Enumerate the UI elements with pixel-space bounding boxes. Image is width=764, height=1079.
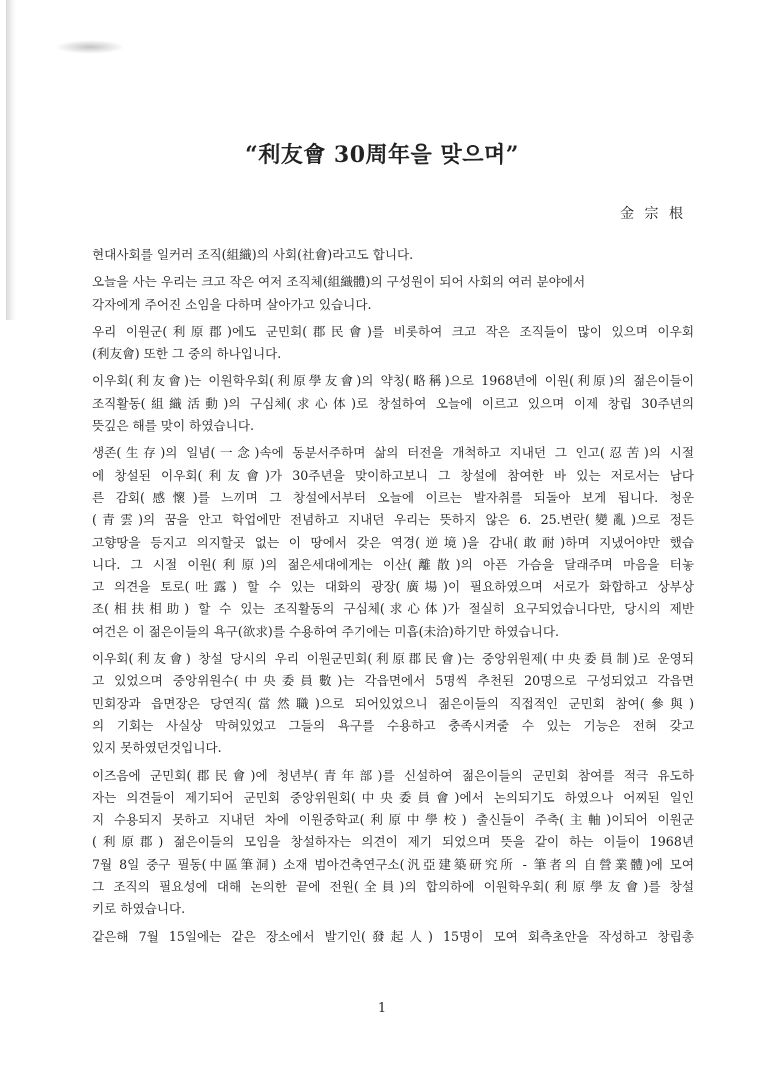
body-line: 있지 못하였던것입니다.: [92, 740, 222, 756]
body-line: 이즈음에 군민회(郡民會)에 청년부(青年部)를 신설하여 젊은이들의 군민회 참여를 적극 유도하: [92, 767, 694, 783]
body-line: 각자에게 주어진 소임을 다하며 살아가고 있습니다.: [92, 296, 372, 312]
body-line: (利友會) 또한 그 중의 하나입니다.: [92, 346, 282, 362]
body-line: 그 조직의 필요성에 대해 논의한 끝에 전원(全員)의 합의하에 이원학우회(利原學友會)를 창설: [92, 879, 694, 895]
body-line: 의 기회는 사실상 막혀있었고 그들의 욕구를 수용하고 충족시켜줄 수 있는 기능은 전혀 갖고: [92, 717, 694, 733]
body-line: 우리 이원군(利原郡)에도 군민회(郡民會)를 비롯하여 크고 작은 조직들이 많이 있으며 이우회: [92, 323, 694, 339]
body-line: 지 수용되지 못하고 지내던 차에 이원중학교(利原中學校) 출신들이 주축(主軸)이되어 이원군: [92, 812, 694, 828]
body-line: 여건은 이 젊은이들의 욕구(欲求)를 수용하여 주기에는 미흡(未洽)하기만 하였습니다.: [92, 623, 560, 639]
page-number: 1: [377, 1001, 387, 1016]
body-line: 조(相扶相助) 할 수 있는 조직활동의 구심체(求心体)가 절실히 요구되었습니다만, 당시의 제반: [92, 601, 694, 617]
body-line: (青雲)의 꿈을 안고 학업에만 전념하고 지내던 우리는 뜻하지 않은 6. 25.변란(變亂)으로 정든: [92, 512, 694, 528]
body-line: 고 의견을 토로(吐露) 할 수 있는 대화의 광장(廣場)이 필요하였으며 서로가 화합하고 상부상: [92, 579, 694, 595]
body-line: 현대사회를 일커러 조직(組織)의 사회(社會)라고도 합니다.: [92, 247, 414, 262]
body-line: 이우회(利友會)는 이원학우회(利原學友會)의 약칭(略稱)으로 1968년에 이원(利原)의 젊은이들이: [92, 373, 694, 389]
body-line: 생존(生存)의 일념(一念)속에 동분서주하며 삶의 터전을 개척하고 지내던 그 인고(忍苦)의 시절: [92, 445, 694, 461]
body-line: 고 있었으며 중앙위원수(中央委員數)는 각읍면에서 5명씩 추천된 20명으로 구성되었고 각읍면: [92, 673, 694, 689]
body-line: 같은해 7월 15일에는 같은 장소에서 발기인(發起人) 15명이 모여 회측초안을 작성하고 창립총: [92, 928, 694, 944]
document-title: “利友會 30周年을 맞으며”: [245, 142, 519, 168]
body-line: 에 창설된 이우회(利友會)가 30주년을 맞이하고보니 그 창설에 참여한 바 있는 저로서는 남다: [92, 467, 694, 483]
body-line: 7월 8일 중구 필동(中區筆洞) 소재 범아건축연구소(汎亞建築研究所 - 筆者의 自營業體)에 모여: [92, 856, 694, 872]
body-line: 민회장과 읍면장은 당연직(當然職)으로 되어있었으니 젊은이들의 직접적인 군민회 참여(參與): [92, 695, 694, 711]
scan-smudge: [55, 40, 125, 54]
document-body: [92, 244, 694, 948]
body-line: 자는 의견들이 제기되어 군민회 중앙위원회(中央委員會)에서 논의되기도 하였으나 어찌된 일인: [92, 789, 694, 805]
body-line: (利原郡) 젊은이들의 모임을 창설하자는 의견이 제기 되었으며 뜻을 같이 하는 이들이 1968년: [92, 834, 694, 850]
body-line: 른 감회(感懷)를 느끼며 그 창설에서부터 오늘에 이르는 발자취를 되돌아 보게 됩니다. 청운: [92, 489, 694, 505]
body-line: 고향땅을 등지고 의지할곳 없는 이 땅에서 갖은 역경(逆境)을 감내(敢耐)하며 지냈어야만 했습: [92, 534, 694, 550]
body-line: 뜻깊은 해를 맞이 하였습니다.: [92, 418, 254, 434]
body-line: 조직활동(組織活動)의 구심체(求心体)로 창설하여 오늘에 이르고 있으며 이제 창립 30주년의: [92, 395, 694, 411]
body-line: 오늘을 사는 우리는 크고 작은 여저 조직체(組織體)의 구성원이 되어 사회의 여러 분야에서: [92, 274, 586, 290]
body-line: 키로 하였습니다.: [92, 901, 186, 917]
document-author: 金 宗 根: [620, 206, 686, 222]
body-line: 니다. 그 시절 이원(利原)의 젊은세대에게는 이산(離散)의 아픈 가슴을 달래주며 마음을 터놓: [92, 556, 694, 572]
body-line: 이우회(利友會) 창설 당시의 우리 이원군민회(利原郡民會)는 중앙위원제(中央委員制)로 운영되: [92, 651, 694, 667]
